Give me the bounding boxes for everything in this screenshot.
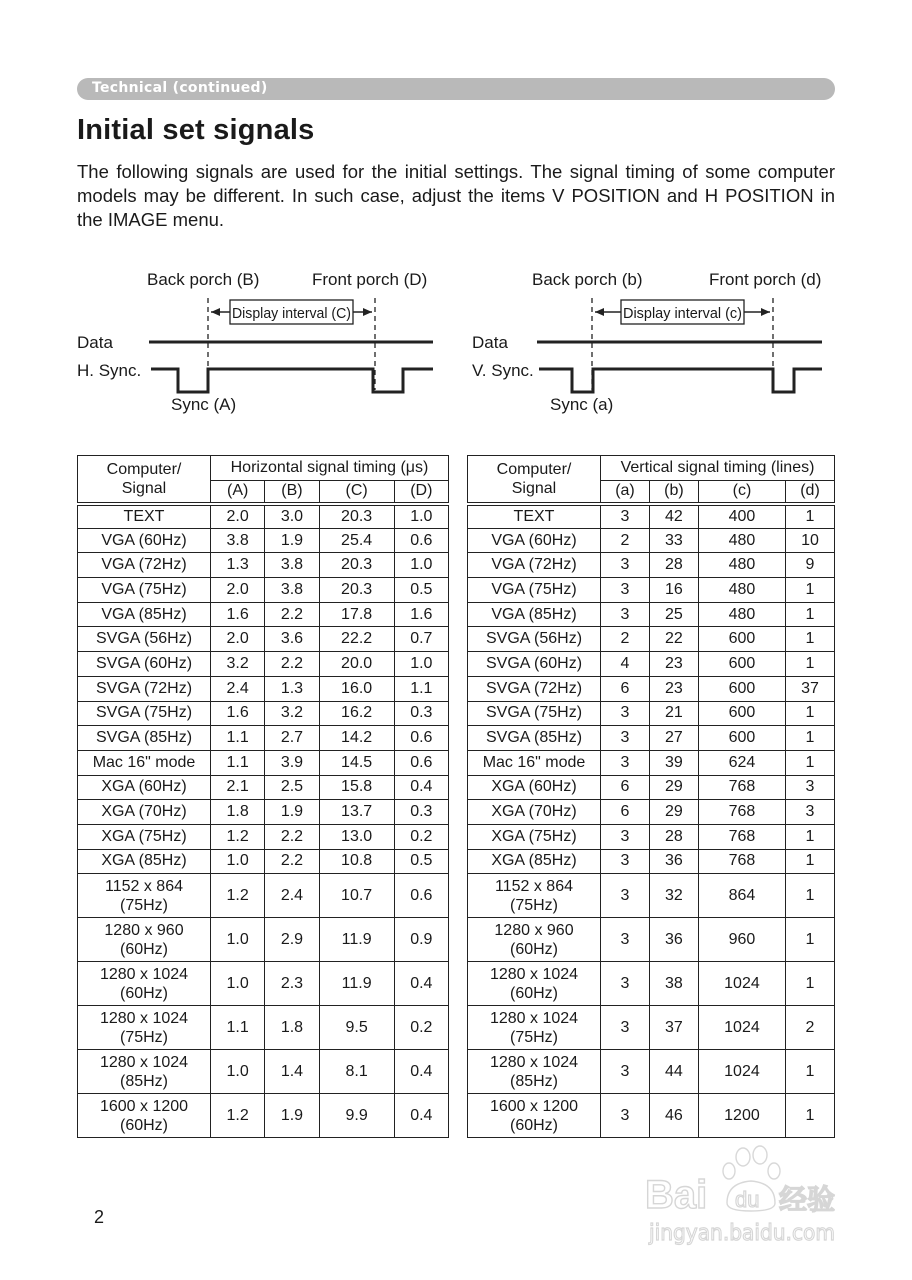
value-cell: 0.4 [394,962,448,1006]
value-cell: 20.3 [319,578,394,603]
table-row [78,602,449,627]
value-cell: 1 [786,578,835,603]
value-cell: 480 [698,528,785,553]
table-row [78,528,449,553]
table-row [468,800,835,825]
page-title: Initial set signals [77,114,315,146]
value-cell: 16.2 [319,701,394,726]
value-cell: 1.0 [394,553,448,578]
value-cell: 10 [786,528,835,553]
signal-cell: 1152 x 864 (75Hz) [468,874,601,918]
table-row [468,602,835,627]
value-cell: 23 [649,652,698,677]
signal-cell: SVGA (60Hz) [468,652,601,677]
value-cell: 20.3 [319,553,394,578]
value-cell: 0.6 [394,726,448,751]
signal-cell: 1600 x 1200 (60Hz) [468,1094,601,1138]
section-label: Technical (continued) [92,80,268,96]
value-cell: 1 [786,504,835,529]
value-cell: 22 [649,627,698,652]
watermark-url: jingyan.baidu.com [648,1221,835,1246]
table-row [78,918,449,962]
vertical-timing-diagram [465,262,845,422]
column-header: (a) [601,481,650,504]
table-row [78,1006,449,1050]
signal-cell: VGA (72Hz) [468,553,601,578]
value-cell: 1.6 [394,602,448,627]
signal-cell: XGA (70Hz) [468,800,601,825]
signal-cell: Mac 16" mode [468,750,601,775]
value-cell: 3 [786,800,835,825]
signal-cell: VGA (75Hz) [78,578,211,603]
value-cell: 1024 [698,1050,785,1094]
column-header: (d) [786,481,835,504]
column-header: (B) [265,481,319,504]
table-row [78,676,449,701]
value-cell: 0.6 [394,750,448,775]
table-row [78,701,449,726]
h-sync-label: H. Sync. [77,361,142,380]
group-header: Vertical signal timing (lines) [601,456,835,481]
value-cell: 1.1 [211,1006,265,1050]
signal-cell: VGA (60Hz) [468,528,601,553]
table-row [78,962,449,1006]
front-porch-label: Front porch (D) [312,270,428,289]
signal-cell: XGA (60Hz) [468,775,601,800]
table-row [468,676,835,701]
signal-cell: SVGA (85Hz) [468,726,601,751]
value-cell: 1 [786,627,835,652]
value-cell: 0.3 [394,800,448,825]
value-cell: 37 [649,1006,698,1050]
signal-cell: 1280 x 1024 (75Hz) [78,1006,211,1050]
value-cell: 600 [698,627,785,652]
table-row [468,504,835,529]
value-cell: 0.9 [394,918,448,962]
value-cell: 1024 [698,1006,785,1050]
table-row [78,750,449,775]
value-cell: 1 [786,1050,835,1094]
value-cell: 16.0 [319,676,394,701]
value-cell: 1.0 [394,652,448,677]
value-cell: 480 [698,578,785,603]
value-cell: 25.4 [319,528,394,553]
value-cell: 37 [786,676,835,701]
value-cell: 1200 [698,1094,785,1138]
value-cell: 3 [601,1006,650,1050]
value-cell: 1.8 [211,800,265,825]
value-cell: 29 [649,775,698,800]
value-cell: 2.7 [265,726,319,751]
signal-cell: XGA (85Hz) [468,849,601,874]
value-cell: 1.4 [265,1050,319,1094]
value-cell: 44 [649,1050,698,1094]
column-header: (c) [698,481,785,504]
value-cell: 15.8 [319,775,394,800]
value-cell: 1 [786,652,835,677]
table-row [468,726,835,751]
signal-cell: 1280 x 1024 (85Hz) [468,1050,601,1094]
signal-cell: SVGA (85Hz) [78,726,211,751]
value-cell: 2 [786,1006,835,1050]
value-cell: 36 [649,849,698,874]
table-row [78,652,449,677]
display-interval-label: Display interval (c) [623,305,742,322]
table-row [468,528,835,553]
table-row [468,775,835,800]
signal-cell: 1152 x 864 (75Hz) [78,874,211,918]
signal-cell: 1280 x 960 (60Hz) [78,918,211,962]
v-sync-label: V. Sync. [472,361,534,380]
horizontal-timing-table [77,455,449,1138]
value-cell: 1 [786,701,835,726]
value-cell: 864 [698,874,785,918]
value-cell: 1.0 [211,849,265,874]
value-cell: 3 [601,602,650,627]
section-header-bar [77,78,835,100]
table-row [78,627,449,652]
table-row [468,627,835,652]
value-cell: 2.2 [265,849,319,874]
value-cell: 3 [601,824,650,849]
signal-cell: VGA (72Hz) [78,553,211,578]
value-cell: 3 [601,962,650,1006]
value-cell: 20.3 [319,504,394,529]
value-cell: 27 [649,726,698,751]
value-cell: 3 [601,874,650,918]
table-row [78,775,449,800]
value-cell: 3 [601,918,650,962]
value-cell: 1 [786,962,835,1006]
table-row [78,1094,449,1138]
value-cell: 2.5 [265,775,319,800]
sync-a-label: Sync (A) [171,395,237,414]
signal-cell: SVGA (75Hz) [468,701,601,726]
back-porch-label: Back porch (b) [532,270,643,289]
signal-cell: SVGA (72Hz) [468,676,601,701]
value-cell: 2.2 [265,824,319,849]
watermark-bai: Bai [645,1173,708,1217]
back-porch-label: Back porch (B) [147,270,260,289]
value-cell: 600 [698,701,785,726]
value-cell: 3 [601,701,650,726]
signal-cell: 1280 x 1024 (85Hz) [78,1050,211,1094]
column-header: (b) [649,481,698,504]
sync-a-label: Sync (a) [550,395,614,414]
value-cell: 3 [601,1050,650,1094]
front-porch-label: Front porch (d) [709,270,822,289]
value-cell: 1.3 [265,676,319,701]
table-row [78,726,449,751]
value-cell: 768 [698,824,785,849]
value-cell: 46 [649,1094,698,1138]
value-cell: 20.0 [319,652,394,677]
signal-cell: XGA (70Hz) [78,800,211,825]
value-cell: 1.1 [211,726,265,751]
table-row [78,874,449,918]
value-cell: 3.0 [265,504,319,529]
vertical-timing-table [467,455,835,1138]
value-cell: 29 [649,800,698,825]
value-cell: 624 [698,750,785,775]
signal-cell: VGA (85Hz) [468,602,601,627]
value-cell: 1.2 [211,824,265,849]
value-cell: 1 [786,918,835,962]
value-cell: 3 [601,553,650,578]
group-header: Horizontal signal timing (μs) [211,456,449,481]
value-cell: 3.8 [265,553,319,578]
value-cell: 13.0 [319,824,394,849]
signal-cell: 1280 x 1024 (75Hz) [468,1006,601,1050]
signal-cell: VGA (60Hz) [78,528,211,553]
value-cell: 1024 [698,962,785,1006]
value-cell: 0.6 [394,874,448,918]
value-cell: 8.1 [319,1050,394,1094]
signal-cell: TEXT [78,504,211,529]
column-header: (D) [394,481,448,504]
value-cell: 0.4 [394,775,448,800]
signal-cell: XGA (85Hz) [78,849,211,874]
value-cell: 480 [698,553,785,578]
value-cell: 33 [649,528,698,553]
value-cell: 1.9 [265,1094,319,1138]
signal-cell: SVGA (72Hz) [78,676,211,701]
value-cell: 0.6 [394,528,448,553]
value-cell: 768 [698,775,785,800]
value-cell: 480 [698,602,785,627]
value-cell: 36 [649,918,698,962]
value-cell: 1.2 [211,1094,265,1138]
table-row [468,750,835,775]
value-cell: 1.2 [211,874,265,918]
value-cell: 4 [601,652,650,677]
value-cell: 2.4 [265,874,319,918]
value-cell: 3 [601,578,650,603]
value-cell: 28 [649,824,698,849]
signal-cell: TEXT [468,504,601,529]
value-cell: 6 [601,800,650,825]
value-cell: 1.6 [211,701,265,726]
table-row [78,824,449,849]
data-label: Data [472,333,508,352]
table-row [468,962,835,1006]
value-cell: 2.1 [211,775,265,800]
value-cell: 2 [601,528,650,553]
signal-cell: SVGA (56Hz) [78,627,211,652]
value-cell: 768 [698,800,785,825]
value-cell: 10.8 [319,849,394,874]
table-row [468,1050,835,1094]
signal-column-header: Computer/ Signal [78,456,211,504]
signal-column-header: Computer/ Signal [468,456,601,504]
value-cell: 1.1 [394,676,448,701]
value-cell: 2.9 [265,918,319,962]
value-cell: 2 [601,627,650,652]
table-row [468,652,835,677]
signal-cell: 1280 x 1024 (60Hz) [468,962,601,1006]
value-cell: 768 [698,849,785,874]
horizontal-timing-diagram [70,262,460,422]
value-cell: 3.2 [265,701,319,726]
value-cell: 600 [698,676,785,701]
value-cell: 3 [601,726,650,751]
signal-cell: 1600 x 1200 (60Hz) [78,1094,211,1138]
table-row [468,849,835,874]
value-cell: 13.7 [319,800,394,825]
value-cell: 2.0 [211,627,265,652]
value-cell: 16 [649,578,698,603]
value-cell: 2.2 [265,602,319,627]
value-cell: 0.4 [394,1094,448,1138]
value-cell: 38 [649,962,698,1006]
table-row [468,824,835,849]
baidu-jingyan-watermark [645,1145,845,1250]
signal-cell: 1280 x 1024 (60Hz) [78,962,211,1006]
value-cell: 2.0 [211,504,265,529]
value-cell: 1.0 [394,504,448,529]
value-cell: 11.9 [319,918,394,962]
signal-cell: Mac 16" mode [78,750,211,775]
value-cell: 9.9 [319,1094,394,1138]
value-cell: 9.5 [319,1006,394,1050]
value-cell: 3.9 [265,750,319,775]
value-cell: 1.8 [265,1006,319,1050]
value-cell: 0.2 [394,824,448,849]
value-cell: 600 [698,726,785,751]
signal-cell: XGA (75Hz) [78,824,211,849]
data-label: Data [77,333,113,352]
value-cell: 3 [601,750,650,775]
value-cell: 42 [649,504,698,529]
table-row [468,578,835,603]
column-header: (A) [211,481,265,504]
value-cell: 1.0 [211,918,265,962]
value-cell: 11.9 [319,962,394,1006]
value-cell: 960 [698,918,785,962]
value-cell: 1 [786,750,835,775]
table-row [78,849,449,874]
value-cell: 1 [786,849,835,874]
value-cell: 28 [649,553,698,578]
value-cell: 1 [786,874,835,918]
table-row [468,1006,835,1050]
table-row [468,701,835,726]
table-row [468,553,835,578]
value-cell: 32 [649,874,698,918]
table-row [468,918,835,962]
signal-cell: SVGA (75Hz) [78,701,211,726]
table-row [78,553,449,578]
table-row [468,1094,835,1138]
table-row [468,874,835,918]
signal-cell: VGA (75Hz) [468,578,601,603]
value-cell: 6 [601,676,650,701]
value-cell: 0.4 [394,1050,448,1094]
value-cell: 0.5 [394,849,448,874]
value-cell: 3 [601,849,650,874]
value-cell: 0.7 [394,627,448,652]
value-cell: 3.2 [211,652,265,677]
watermark-du: du [735,1187,760,1212]
value-cell: 1.9 [265,528,319,553]
value-cell: 6 [601,775,650,800]
column-header: (C) [319,481,394,504]
intro-paragraph: The following signals are used for the initial settings. The signal timing of some computer models may be different. In such case, adjust the items V POSITION and H POSITION in the IMAGE menu. [77,161,835,230]
value-cell: 600 [698,652,785,677]
value-cell: 1.9 [265,800,319,825]
signal-cell: VGA (85Hz) [78,602,211,627]
table-row [78,504,449,529]
value-cell: 1 [786,602,835,627]
page-number: 2 [94,1207,105,1227]
table-row [78,578,449,603]
value-cell: 22.2 [319,627,394,652]
value-cell: 2.4 [211,676,265,701]
value-cell: 23 [649,676,698,701]
value-cell: 3.8 [211,528,265,553]
value-cell: 10.7 [319,874,394,918]
value-cell: 0.2 [394,1006,448,1050]
signal-cell: 1280 x 960 (60Hz) [468,918,601,962]
value-cell: 1 [786,1094,835,1138]
value-cell: 14.5 [319,750,394,775]
value-cell: 3 [601,1094,650,1138]
value-cell: 39 [649,750,698,775]
value-cell: 1.0 [211,1050,265,1094]
value-cell: 400 [698,504,785,529]
value-cell: 1.3 [211,553,265,578]
value-cell: 3.6 [265,627,319,652]
value-cell: 3 [786,775,835,800]
display-interval-label: Display interval (C) [232,305,351,322]
value-cell: 1.1 [211,750,265,775]
value-cell: 2.2 [265,652,319,677]
value-cell: 1 [786,824,835,849]
value-cell: 25 [649,602,698,627]
value-cell: 0.5 [394,578,448,603]
value-cell: 2.3 [265,962,319,1006]
signal-cell: SVGA (56Hz) [468,627,601,652]
value-cell: 14.2 [319,726,394,751]
signal-cell: SVGA (60Hz) [78,652,211,677]
table-row [78,1050,449,1094]
value-cell: 2.0 [211,578,265,603]
value-cell: 21 [649,701,698,726]
value-cell: 17.8 [319,602,394,627]
value-cell: 1.0 [211,962,265,1006]
value-cell: 0.3 [394,701,448,726]
value-cell: 1.6 [211,602,265,627]
table-row [78,800,449,825]
signal-cell: XGA (75Hz) [468,824,601,849]
signal-cell: XGA (60Hz) [78,775,211,800]
value-cell: 3.8 [265,578,319,603]
value-cell: 1 [786,726,835,751]
watermark-cn: 经验 [779,1183,836,1216]
value-cell: 3 [601,504,650,529]
value-cell: 9 [786,553,835,578]
